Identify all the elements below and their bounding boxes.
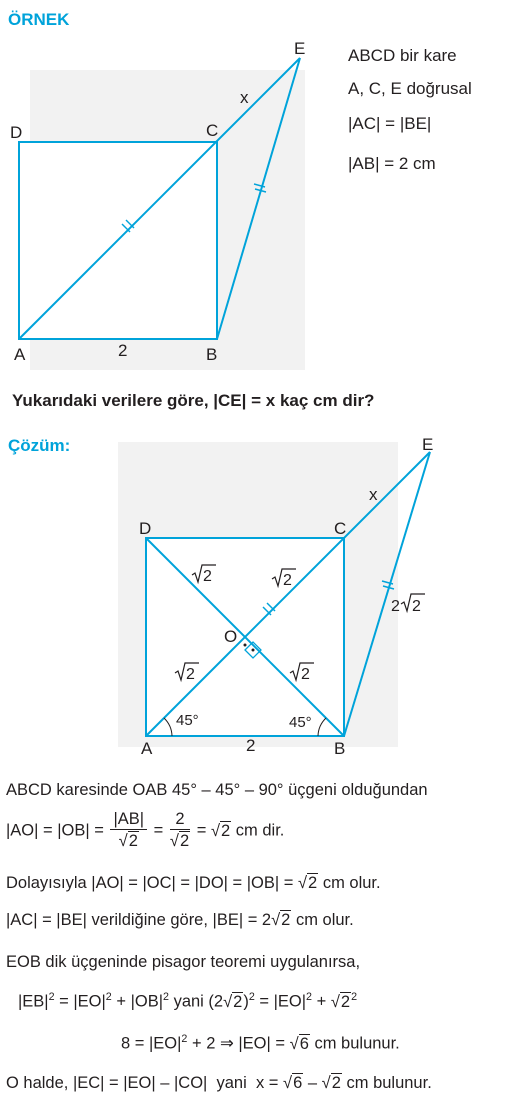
label-x: x xyxy=(240,88,249,107)
solution-line-8: O halde, |EC| = |EO| – |CO| yani x = √6 – √2 cm bulunur. xyxy=(6,1074,432,1092)
given-2: A, C, E doğrusal xyxy=(348,79,472,98)
label-e: E xyxy=(422,435,434,454)
label-e: E xyxy=(294,39,306,58)
fraction-ab-over-root2: $\frac{|AB|}{√2}$ xyxy=(110,810,147,852)
solution-figure xyxy=(0,430,524,765)
solution-line-3: Dolayısıyla |AO| = |OC| = |DO| = |OB| = √2 cm olur. xyxy=(6,874,381,892)
solution-line-1: ABCD karesinde OAB 45° – 45° – 90° üçgeni olduğundan xyxy=(6,781,428,799)
svg-text:2: 2 xyxy=(412,598,421,615)
label-o: O xyxy=(224,627,238,646)
svg-text:2: 2 xyxy=(203,568,212,585)
label-side-ab: 2 xyxy=(118,341,128,360)
label-b: B xyxy=(206,345,218,364)
solution-line-2: |AO| = |OB| = $\frac{|AB|}{√2}$ = $\frac{2}{√2}$ = √2 cm dir. xyxy=(6,810,285,850)
right-angle-dot xyxy=(244,644,247,647)
example-heading: ÖRNEK xyxy=(8,10,70,29)
label-angle-b: 45° xyxy=(289,714,312,731)
given-1: ABCD bir kare xyxy=(348,46,457,65)
svg-text:2: 2 xyxy=(391,598,400,615)
example-figure xyxy=(0,30,340,370)
label-a: A xyxy=(14,345,26,364)
svg-text:2: 2 xyxy=(283,572,292,589)
label-be-length xyxy=(391,594,425,615)
solution-line-7: $8 = |EO|^2 + 2$ ⇒ |EO| = √6 cm bulunur. xyxy=(121,1033,400,1053)
svg-text:2: 2 xyxy=(186,666,195,683)
solution-line-4: |AC| = |BE| verildiğine göre, |BE| = 2√2 cm olur. xyxy=(6,911,354,929)
right-angle-dot xyxy=(252,649,255,652)
label-c: C xyxy=(334,519,347,538)
given-3: |AC| = |BE| xyxy=(348,114,432,133)
question-text: Yukarıdaki verilere göre, |CE| = x kaç cm dir? xyxy=(12,391,375,410)
fraction-2-over-root2: $\frac{2}{√2}$ xyxy=(169,810,190,850)
line2-lhs: |AO| = |OB| = xyxy=(6,821,104,840)
svg-text:2: 2 xyxy=(301,666,310,683)
label-a: A xyxy=(141,739,153,758)
label-side-ab: 2 xyxy=(246,736,256,755)
label-d: D xyxy=(10,123,23,142)
label-angle-a: 45° xyxy=(176,712,199,729)
solution-heading: Çözüm: xyxy=(8,436,71,455)
label-b: B xyxy=(334,739,346,758)
label-x: x xyxy=(369,485,378,504)
solution-line-5: EOB dik üçgeninde pisagor teoremi uygulanırsa, xyxy=(6,953,361,971)
label-c: C xyxy=(206,121,219,140)
label-d: D xyxy=(139,519,152,538)
solution-line-6: $|EB|^2 = |EO|^2 + |OB|^2$ yani $(2√2)^2 = |EO|^2 + √2^2$ xyxy=(18,991,358,1011)
given-4: |AB| = 2 cm xyxy=(348,154,436,173)
